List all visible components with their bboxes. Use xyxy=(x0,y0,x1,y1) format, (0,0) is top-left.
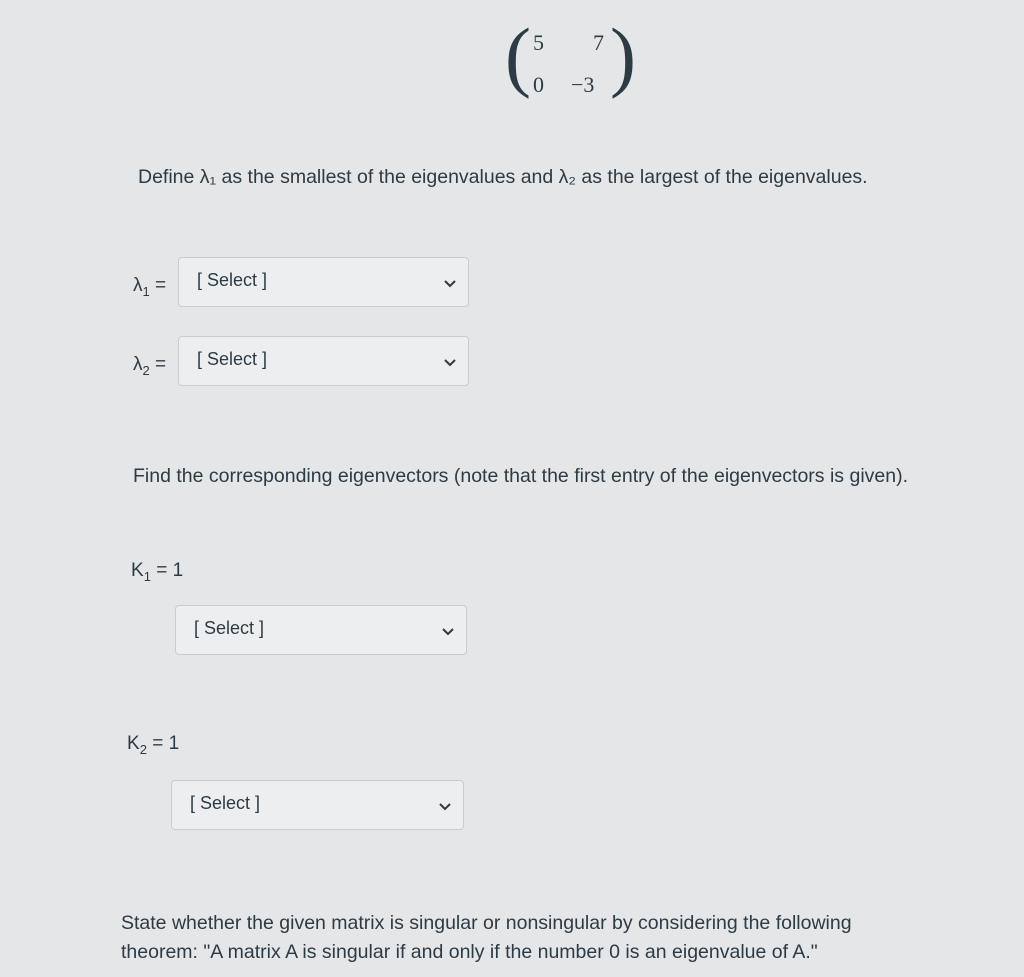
singular-instruction-line2: theorem: "A matrix A is singular if and only if the number 0 is an eigenvalue of A." xyxy=(121,941,818,963)
k1-select-value: [ Select ] xyxy=(194,618,265,638)
lambda1-select-value: [ Select ] xyxy=(197,270,268,290)
matrix-cell-2-2: −3 xyxy=(571,72,595,97)
matrix-cell-2-1: 0 xyxy=(533,72,544,97)
singular-instruction-line1: State whether the given matrix is singular or nonsingular by considering the following xyxy=(121,912,852,934)
matrix-cell-1-2: 7 xyxy=(593,30,604,55)
left-parenthesis: ( xyxy=(505,12,531,99)
matrix-cell-1-1: 5 xyxy=(533,30,544,55)
chevron-down-icon xyxy=(437,798,453,814)
lambda2-label: $\lambda_2$ = xyxy=(133,354,167,378)
matrix-display xyxy=(505,12,636,102)
chevron-down-icon xyxy=(440,623,456,639)
lambda1-label: $\lambda_1$ = xyxy=(133,275,167,299)
chevron-down-icon xyxy=(442,354,458,370)
k2-select[interactable] xyxy=(171,780,464,830)
lambda2-select-value: [ Select ] xyxy=(197,349,268,369)
k1-label: $K_1 = 1$ xyxy=(131,560,184,584)
right-parenthesis: ) xyxy=(610,12,636,99)
k2-select-value: [ Select ] xyxy=(190,793,261,813)
k1-select[interactable] xyxy=(175,605,467,655)
k2-label: $K_2 = 1$ xyxy=(127,733,180,757)
eigenvector-instruction: Find the corresponding eigenvectors (note that the first entry of the eigenvectors is given). xyxy=(133,465,909,487)
lambda1-select[interactable] xyxy=(178,257,469,307)
chevron-down-icon xyxy=(442,275,458,291)
lambda2-select[interactable] xyxy=(178,336,469,386)
define-eigenvalues-instruction: Define λ₁ as the smallest of the eigenvalues and λ₂ as the largest of the eigenvalues. xyxy=(138,166,868,188)
